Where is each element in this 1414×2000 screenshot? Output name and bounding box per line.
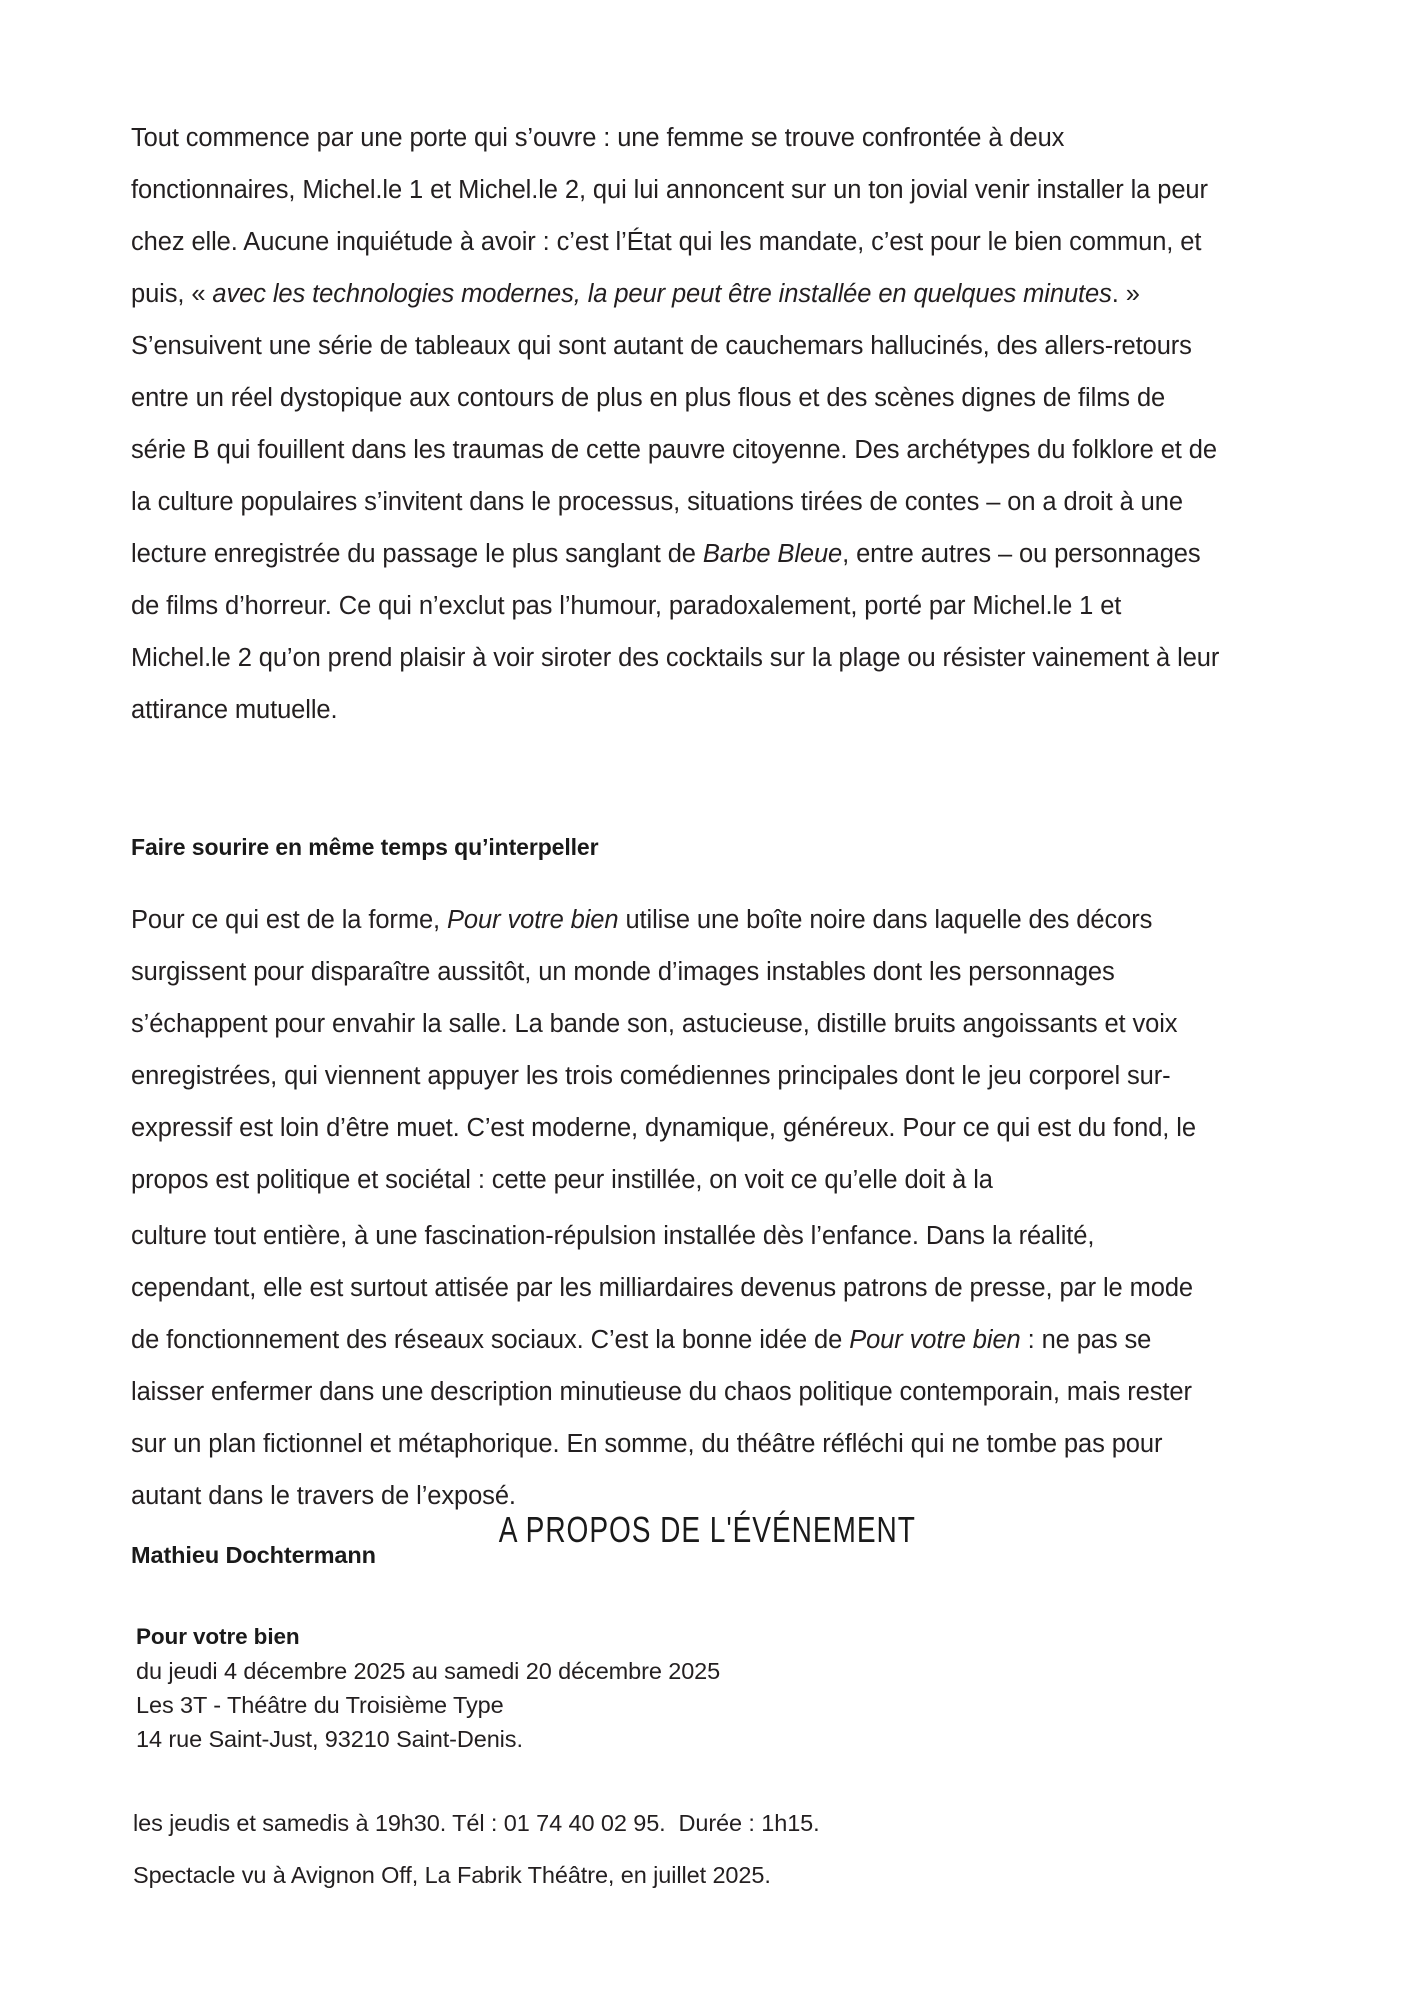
about-event-heading-container: [0, 1508, 1414, 1552]
event-seen-at: Spectacle vu à Avignon Off, La Fabrik Théâtre, en juillet 2025.: [133, 1862, 771, 1888]
event-schedule: les jeudis et samedis à 19h30. Tél : 01 74 40 02 95. Durée : 1h15.: [133, 1810, 820, 1836]
paragraph-3-title-pour-votre-bien: Pour votre bien: [849, 1326, 1021, 1354]
paragraph-2-title-pour-votre-bien: Pour votre bien: [447, 906, 619, 934]
paragraph-2-segment-2: utilise une boîte noire dans laquelle des décors surgissent pour disparaître aussitôt, un monde d’images instables dont les personnages s’échappent pour envahir la salle. La bande son, astucieuse, distille bruits angoissants et voix enregistrées, qui viennent appuyer les trois comédiennes principales dont le jeu corporel sur-expressif est loin d’être muet. C’est moderne, dynamique, généreux. Pour ce qui est du fond, le propos est politique et sociétal : cette peur instillée, on voit ce qu’elle doit à la: [131, 906, 1196, 1194]
event-title: Pour votre bien: [136, 1624, 300, 1649]
spacer-after-paragraph-1: [131, 736, 1231, 832]
paragraph-1-segment-1: Tout commence par une porte qui s’ouvre : une femme se trouve confrontée à deux fonctionnaires, Michel.le 1 et Michel.le 2, qui lui annoncent sur un ton jovial venir installer la peur chez elle. Aucune inquiétude à avoir : c’est l’État qui les mandate, c’est pour le bien commun, et puis, «: [131, 124, 1208, 308]
event-info-block: [136, 1620, 1136, 1756]
event-address: 14 rue Saint-Just, 93210 Saint-Denis.: [136, 1726, 523, 1752]
paragraph-1: [131, 112, 1226, 736]
event-extra-info: [133, 1797, 1233, 1901]
paragraph-1-segment-2: . » S’ensuivent une série de tableaux qui sont autant de cauchemars hallucinés, des allers-retours entre un réel dystopique aux contours de plus en plus flous et des scènes dignes de films de série B qui fouillent dans les traumas de cette pauvre citoyenne. Des archétypes du folklore et de la culture populaires s’invitent dans le processus, situations tirées de contes – on a droit à une lecture enregistrée du passage le plus sanglant de: [131, 280, 1217, 568]
paragraph-1-quote-italic: avec les technologies modernes, la peur peut être installée en quelques minutes: [212, 280, 1112, 308]
paragraph-2: [131, 894, 1224, 1206]
paragraph-2-segment-1: Pour ce qui est de la forme,: [131, 906, 448, 934]
paragraph-1-segment-3: , entre autres – ou personnages de films d’horreur. Ce qui n’exclut pas l’humour, paradoxalement, porté par Michel.le 1 et Michel.le 2 qu’on prend plaisir à voir siroter des cocktails sur la plage ou résister vainement à leur attirance mutuelle.: [131, 540, 1220, 724]
paragraph-3-segment-1: culture tout entière, à une fascination-répulsion installée dès l’enfance. Dans la réalité, cependant, elle est surtout attisée par les milliardaires devenus patrons de presse, par le mode de fonctionnement des réseaux sociaux. C’est la bonne idée de: [131, 1222, 1193, 1354]
about-event-heading: A PROPOS DE L'ÉVÉNEMENT: [498, 1509, 916, 1550]
paragraph-3: [131, 1210, 1226, 1522]
event-dates: du jeudi 4 décembre 2025 au samedi 20 décembre 2025: [136, 1658, 721, 1684]
event-venue: Les 3T - Théâtre du Troisième Type: [136, 1692, 504, 1718]
article-author: Mathieu Dochtermann: [131, 1542, 376, 1568]
paragraph-1-title-barbe-bleue: Barbe Bleue: [702, 540, 843, 568]
article-body: [131, 112, 1231, 1570]
spacer-after-subheading: [131, 862, 1231, 894]
section-subheading: Faire sourire en même temps qu’interpeller: [131, 834, 599, 860]
paragraph-3-segment-2: : ne pas se laisser enfermer dans une description minutieuse du chaos politique contemporain, mais rester sur un plan fictionnel et métaphorique. En somme, du théâtre réfléchi qui ne tombe pas pour autant dans le travers de l’exposé.: [131, 1326, 1192, 1510]
